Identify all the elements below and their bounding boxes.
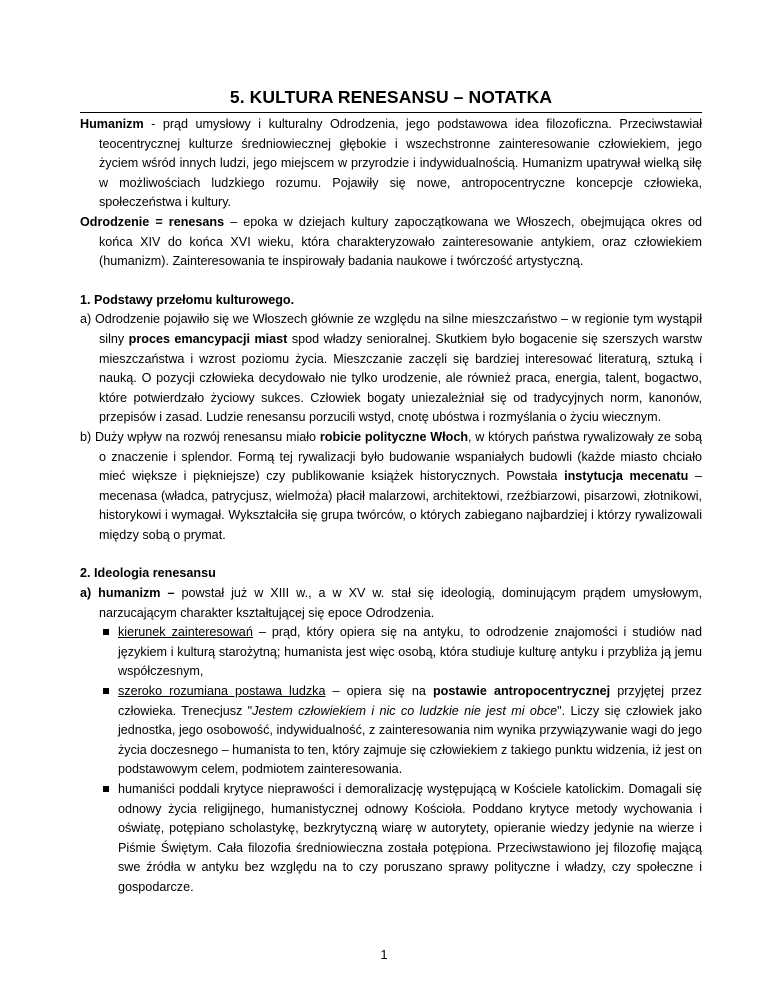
bullet-item — [99, 682, 702, 780]
item-bold: postawie antropocentrycznej — [432, 684, 611, 699]
title-divider — [80, 112, 702, 113]
page-title: 5. KULTURA RENESANSU – NOTATKA — [229, 87, 553, 107]
item-text: przyjętej przez człowieka. Trenecjusz " — [118, 684, 702, 718]
underlined-term: szeroko rozumiana postawa ludzka — [118, 684, 326, 699]
item-bold: robicie polityczne Włoch — [319, 429, 469, 444]
bullet-item — [99, 623, 702, 682]
term-humanizm: Humanizm — [80, 117, 144, 131]
item-text: humaniści poddali krytyce nieprawości i demoralizację występującą w Kościele katolickim. Domagali się odnowy życia religijnego, humanistycznej odnowy Kościoła. Poddano krytyce metody wychowania i oświatę, potępiano scholastykę, bezkrytyczną wiarę w autorytety, opieranie wiedzy jedynie na wierze i Piśmie Świętym. Cała filozofia średniowieczna została potępiona. Przeciwstawiono jej filozofię mającą swe źródła w antyku bez względu na to czy poruszano sprawy polityczne i władzy, czy społeczne i gospodarcze. — [118, 782, 702, 894]
item-text: spod władzy senioralnej. Skutkiem było bogacenie się szerszych warstw mieszczaństwa i wzrost poziomu życia. Mieszczanie zaczęli się bardziej interesować literaturą, sztuką i nauką. O pozycji człowieka decydowało nie tylko urodzenie, ale również praca, energia, talent, bogactwo, które potwierdzało życiowy sukces. Człowiek bogaty uniezależniał się od tradycyjnych norm, kanonów, przepisów i zasad. Ludzie renesansu porzucili wstyd, cnotę ubóstwa i rozmyślania o życiu wiecznym. — [99, 331, 702, 425]
definition-text: – epoka w dziejach kultury zapoczątkowana we Włoszech, obejmująca okres od końca XIV do końca XVI wieku, która charakteryzowało zainteresowanie antykiem, oraz człowiekiem (humanizm). Zainteresowania te inspirowały badania naukowe i twórczość artystyczną. — [99, 214, 702, 269]
quote-italic: Jestem człowiekiem i nic co ludzkie nie jest mi obce — [252, 703, 558, 718]
definition-humanizm — [80, 115, 702, 213]
section-1-item-b — [80, 428, 702, 546]
item-text: – mecenasa (władca, patrycjusz, wielmoża) płacił malarzowi, architektowi, rzeźbiarzowi, pisarzowi, złotnikowi, historykowi i wymagał. Wykształciła się grupa twórców, o których zabiegano najbardziej i którzy rywalizowali między sobą o prymat. — [99, 469, 702, 542]
item-bold: proces emancypacji miast — [128, 331, 288, 346]
definition-odrodzenie — [80, 213, 702, 272]
document-page — [80, 86, 702, 898]
square-bullet-icon — [103, 786, 109, 792]
item-text: b) Duży wpływ na rozwój renesansu miało — [80, 429, 320, 444]
section-2-item-a — [80, 584, 702, 623]
item-text: ". Liczy się człowiek jako jednostka, jego osobowość, indywidualność, z zainteresowania nim wynika przywiązywanie wagi do jego życia doczesnego – humanista to ten, który zajmuje się człowiekiem z takiego punktu widzenia, iż jest on podstawowym celem, podmiotem zainteresowania. — [118, 703, 702, 777]
page-number: 1 — [380, 948, 388, 962]
item-bold: a) humanizm – — [80, 586, 175, 601]
section-1-heading: 1. Podstawy przełomu kulturowego. — [80, 292, 295, 307]
item-text: , w których państwa rywalizowały ze sobą o znaczenie i splendor. Formą tej rywalizacji było budowanie wspaniałych budowli (każde miasto chciało mieć większe i piękniejsze) czy publikowanie książek historycznych. Powstała — [99, 429, 702, 484]
item-text: – opiera się na — [325, 684, 433, 699]
term-odrodzenie: Odrodzenie = renesans — [80, 214, 225, 229]
item-text: powstał już w XIII w., a w XV w. stał się ideologią, dominującym prądem umysłowym, narzucającym charakter kształtującej się epoce Odrodzenia. — [99, 586, 702, 620]
section-1-item-a — [80, 310, 702, 428]
definition-text: - prąd umysłowy i kulturalny Odrodzenia, jego podstawowa idea filozoficzna. Przeciwstawiał teocentrycznej kulturze średniowiecznej głębokie i wszechstronne zainteresowanie człowiekiem, jego życiem wśród innych ludzi, jego miejscem w przyrodzie i indywidualnością. Humanizm upatrywał wielką siłę w możliwościach ludzkiego rozumu. Pojawiły się nowe, antropocentryczne koncepcje człowieka, społeczeństwa i kultury. — [99, 117, 702, 210]
item-text: – prąd, który opiera się na antyku, to odrodzenie znajomości i studiów nad językiem i kulturą starożytną; humanista jest więc osobą, która studiuje kulturę antyku i przybliża ją jemu współczesnym, — [118, 625, 703, 679]
underlined-term: kierunek zainteresowań — [118, 625, 253, 640]
bullet-item — [99, 780, 702, 898]
bullet-list — [80, 623, 702, 897]
square-bullet-icon — [103, 629, 109, 635]
section-2-heading: 2. Ideologia renesansu — [80, 566, 216, 581]
item-text: a) Odrodzenie pojawiło się we Włoszech głównie ze względu na silne mieszczaństwo – w regionie tym wystąpił silny — [80, 312, 702, 346]
item-bold: instytucja mecenatu — [564, 469, 689, 484]
square-bullet-icon — [103, 688, 109, 694]
